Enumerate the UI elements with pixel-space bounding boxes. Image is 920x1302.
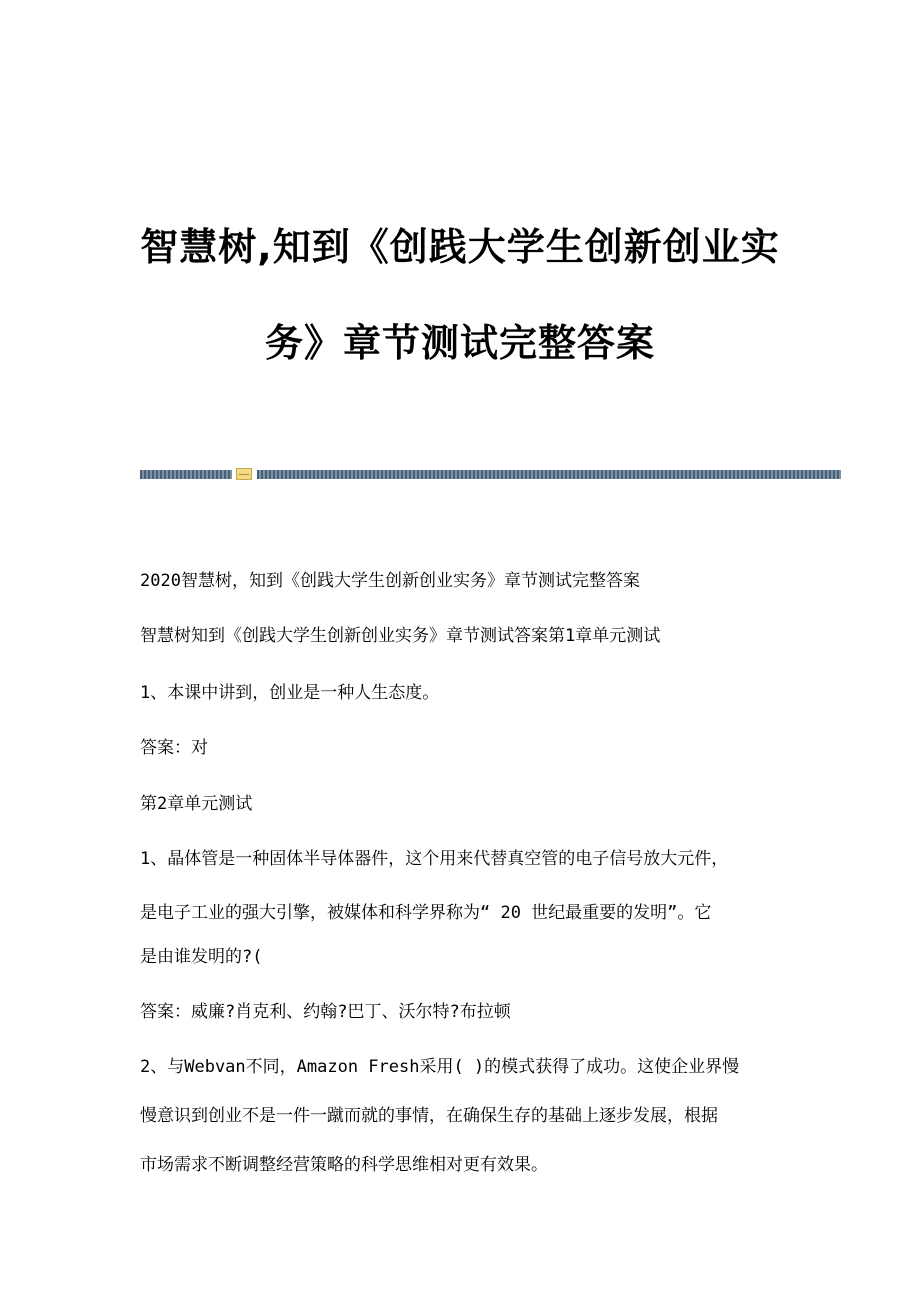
paragraph-chapter-2-heading: 第2章单元测试 [140,794,253,814]
paragraph-question-continued: 是由谁发明的?( [140,947,263,967]
paragraph-intro: 2020智慧树，知到《创践大学生创新创业实务》章节测试完整答案 [140,571,640,591]
paragraph-answer: 答案：对 [140,738,208,758]
divider-ornament-icon [236,468,252,480]
paragraph-question: 1、本课中讲到，创业是一种人生态度。 [140,683,440,703]
paragraph-question-continued: 慢意识到创业不是一件一蹴而就的事情，在确保生存的基础上逐步发展，根据 [140,1106,718,1126]
paragraph-question-continued: 市场需求不断调整经营策略的科学思维相对更有效果。 [140,1155,548,1175]
paragraph-question-continued: 是电子工业的强大引擎，被媒体和科学界称为“ 20 世纪最重要的发明”。它 [140,903,712,923]
document-title-line-2: 务》章节测试完整答案 [264,321,655,365]
paragraph-question: 1、晶体管是一种固体半导体器件，这个用来代替真空管的电子信号放大元件， [140,849,729,869]
paragraph-chapter-1-heading: 智慧树知到《创践大学生创新创业实务》章节测试答案第1章单元测试 [140,626,661,646]
section-divider-left [140,470,232,479]
section-divider-right [257,470,841,479]
paragraph-question: 2、与Webvan不同，Amazon Fresh采用( )的模式获得了成功。这使企业界慢 [140,1057,740,1077]
document-title-line-1: 智慧树,知到《创践大学生创新创业实 [140,225,780,269]
paragraph-answer: 答案：威廉?肖克利、约翰?巴丁、沃尔特?布拉顿 [140,1002,511,1022]
